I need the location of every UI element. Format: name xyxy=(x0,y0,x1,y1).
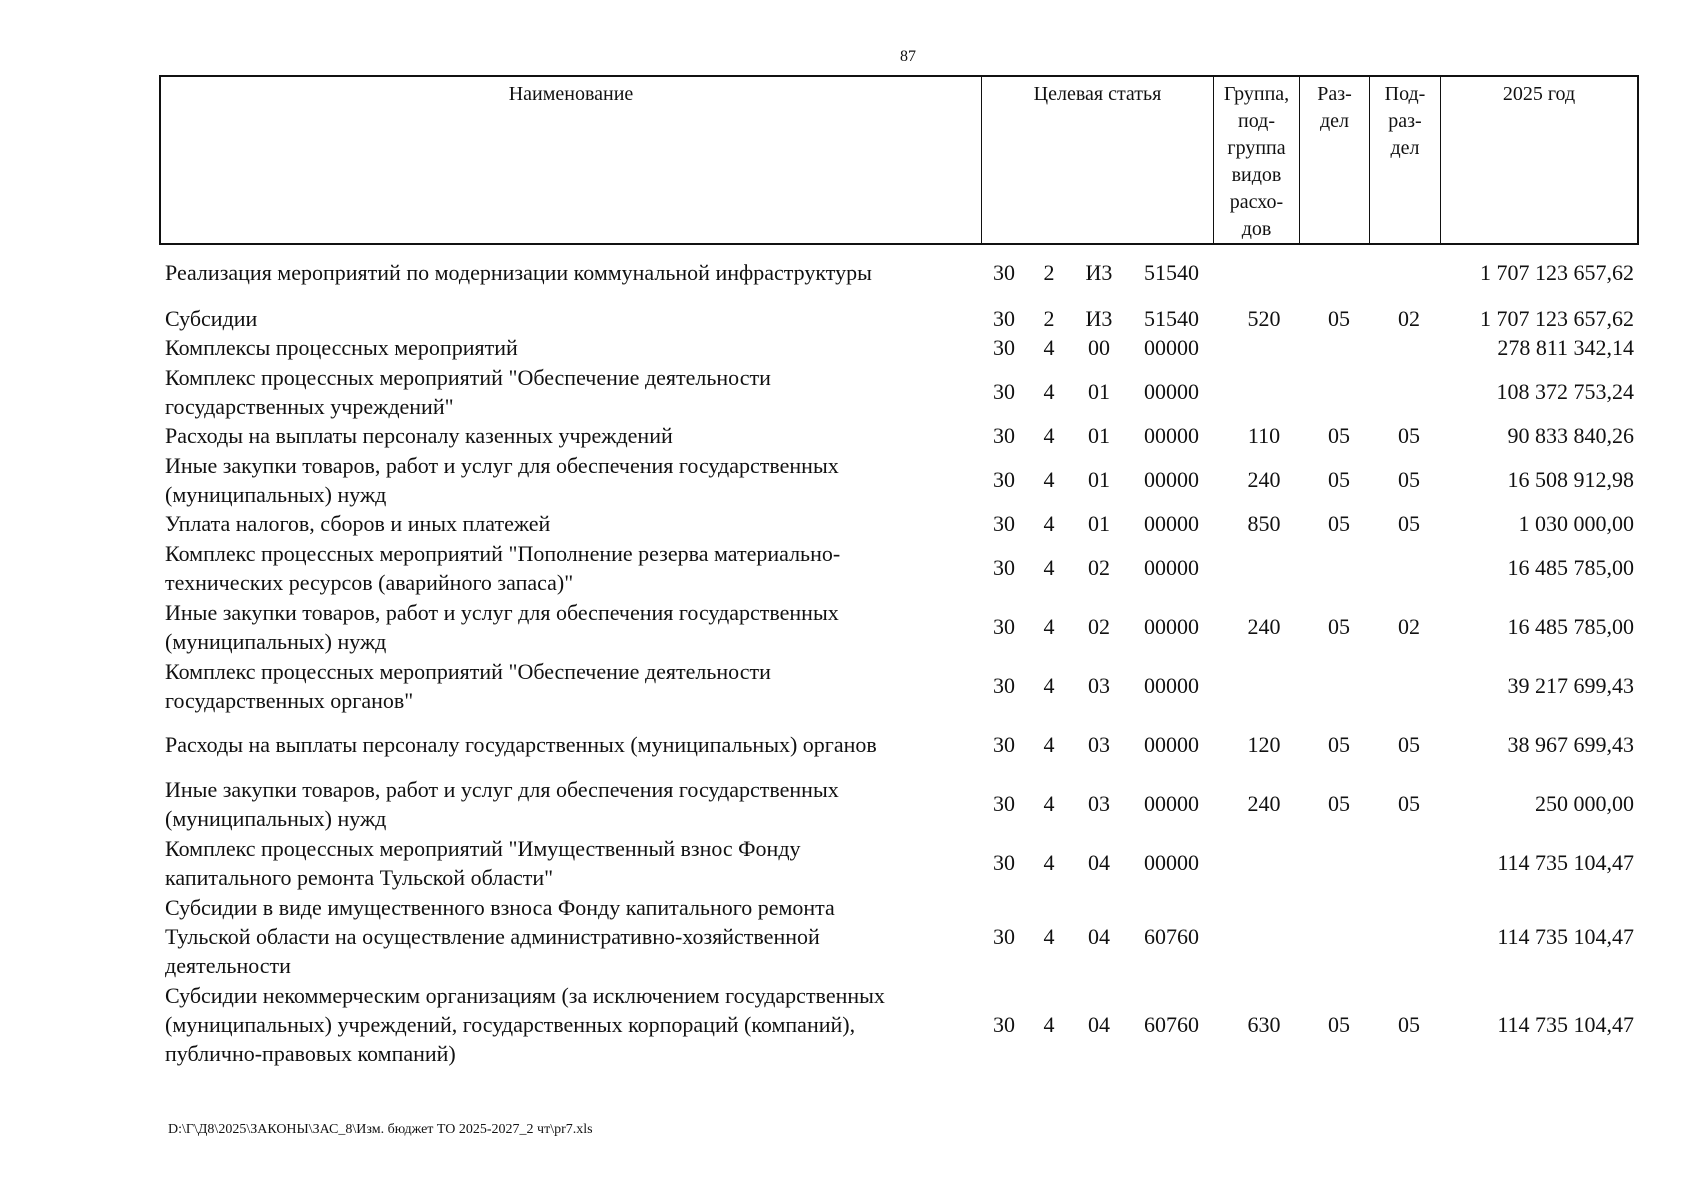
row-target-direction: 00000 xyxy=(1144,467,1199,492)
table-row xyxy=(159,255,1639,289)
row-target-subprogram: 03 xyxy=(1088,732,1110,757)
row-amount: 1 707 123 657,62 xyxy=(1480,306,1634,331)
row-expense-group: 630 xyxy=(1247,1011,1281,1037)
row-name: Расходы на выплаты персоналу казенных учреждений xyxy=(165,423,673,448)
table-row xyxy=(159,509,1639,538)
row-subsection: 05 xyxy=(1398,1011,1420,1037)
row-amount: 16 485 785,00 xyxy=(1507,555,1634,580)
row-expense-group xyxy=(1234,892,1294,980)
row-target-subprogram: 01 xyxy=(1088,511,1110,536)
row-section: 05 xyxy=(1328,791,1350,816)
row-expense-group: 850 xyxy=(1247,511,1281,536)
row-target-type: 4 xyxy=(1043,673,1055,698)
row-name: Комплекс процессных мероприятий "Обеспечение деятельности государственных органов" xyxy=(165,658,771,713)
row-target-type: 4 xyxy=(1043,555,1055,580)
header-subsection: Под- раз- дел xyxy=(1370,77,1441,243)
row-subsection xyxy=(1384,656,1434,715)
table-row xyxy=(159,597,1639,656)
row-target-direction: 51540 xyxy=(1144,306,1199,331)
table-row xyxy=(159,304,1639,333)
row-section xyxy=(1314,362,1364,421)
table-row xyxy=(159,538,1639,597)
row-section: 05 xyxy=(1328,1011,1350,1037)
row-target-program: 30 xyxy=(993,850,1015,875)
row-target-program: 30 xyxy=(993,1011,1015,1037)
row-target-subprogram: 01 xyxy=(1088,423,1110,448)
row-subsection: 02 xyxy=(1398,306,1420,331)
row-target-type: 4 xyxy=(1043,467,1055,492)
row-target-subprogram: И3 xyxy=(1085,259,1113,285)
row-target-direction: 60760 xyxy=(1144,923,1199,949)
table-row xyxy=(159,715,1639,774)
row-name: Уплата налогов, сборов и иных платежей xyxy=(165,511,551,536)
row-name: Комплексы процессных мероприятий xyxy=(165,335,518,360)
row-target-program: 30 xyxy=(993,923,1015,949)
row-subsection xyxy=(1384,333,1434,362)
row-section: 05 xyxy=(1328,306,1350,331)
row-target-program: 30 xyxy=(993,335,1015,360)
header-year: 2025 год xyxy=(1502,83,1576,105)
row-target-subprogram: 02 xyxy=(1088,555,1110,580)
row-expense-group: 240 xyxy=(1247,614,1281,639)
row-target-direction: 00000 xyxy=(1144,423,1199,448)
row-target-type: 4 xyxy=(1043,423,1055,448)
row-expense-group xyxy=(1234,362,1294,421)
row-target-program: 30 xyxy=(993,306,1015,331)
row-target-type: 4 xyxy=(1043,850,1055,875)
row-amount: 1 707 123 657,62 xyxy=(1480,259,1634,285)
row-amount: 278 811 342,14 xyxy=(1497,335,1634,360)
row-target-subprogram: 03 xyxy=(1088,791,1110,816)
row-subsection xyxy=(1384,538,1434,597)
row-target-direction: 00000 xyxy=(1144,335,1199,360)
row-name: Комплекс процессных мероприятий "Пополнение резерва материально- технических ресурсов (аварийного запаса)" xyxy=(165,540,841,595)
row-expense-group: 240 xyxy=(1247,467,1281,492)
row-section: 05 xyxy=(1328,511,1350,536)
row-target-type: 4 xyxy=(1043,335,1055,360)
row-subsection xyxy=(1384,255,1434,289)
row-expense-group xyxy=(1234,333,1294,362)
row-amount: 250 000,00 xyxy=(1535,791,1634,816)
row-section xyxy=(1314,538,1364,597)
row-target-subprogram: 01 xyxy=(1088,379,1110,404)
row-amount: 39 217 699,43 xyxy=(1507,673,1634,698)
row-name: Субсидии xyxy=(165,306,258,331)
row-target-type: 4 xyxy=(1043,379,1055,404)
table-row xyxy=(159,980,1639,1068)
row-subsection xyxy=(1384,892,1434,980)
table-header xyxy=(159,75,1639,245)
table-row xyxy=(159,833,1639,892)
row-target-subprogram: 04 xyxy=(1088,850,1110,875)
row-target-direction: 00000 xyxy=(1144,511,1199,536)
row-amount: 90 833 840,26 xyxy=(1507,423,1634,448)
row-name: Иные закупки товаров, работ и услуг для обеспечения государственных (муниципальных) нужд xyxy=(165,776,839,831)
row-name: Комплекс процессных мероприятий "Имущественный взнос Фонду капитального ремонта Тульской области" xyxy=(165,835,801,890)
row-subsection: 05 xyxy=(1398,423,1420,448)
row-expense-group xyxy=(1234,833,1294,892)
table-row xyxy=(159,892,1639,980)
row-target-subprogram: 00 xyxy=(1088,335,1110,360)
row-section xyxy=(1314,656,1364,715)
table-row xyxy=(159,333,1639,362)
row-target-direction: 51540 xyxy=(1144,259,1199,285)
row-target-type: 4 xyxy=(1043,1011,1055,1037)
row-target-program: 30 xyxy=(993,259,1015,285)
row-section: 05 xyxy=(1328,732,1350,757)
row-subsection: 05 xyxy=(1398,511,1420,536)
row-expense-group: 110 xyxy=(1247,423,1281,448)
row-target-program: 30 xyxy=(993,614,1015,639)
table-row xyxy=(159,362,1639,421)
row-name: Субсидии в виде имущественного взноса Фонду капитального ремонта Тульской области на осуществление административно-хозяйственной деятельности xyxy=(165,894,835,978)
row-target-program: 30 xyxy=(993,555,1015,580)
table-row xyxy=(159,774,1639,833)
row-section: 05 xyxy=(1328,467,1350,492)
row-amount: 38 967 699,43 xyxy=(1507,732,1634,757)
row-target-program: 30 xyxy=(993,379,1015,404)
table-row xyxy=(159,656,1639,715)
row-target-direction: 00000 xyxy=(1144,614,1199,639)
row-target-direction: 00000 xyxy=(1144,850,1199,875)
row-subsection: 05 xyxy=(1398,467,1420,492)
row-expense-group: 520 xyxy=(1247,306,1281,331)
row-target-type: 4 xyxy=(1043,732,1055,757)
row-amount: 16 508 912,98 xyxy=(1507,467,1634,492)
row-subsection xyxy=(1384,833,1434,892)
row-target-direction: 00000 xyxy=(1144,555,1199,580)
row-name: Субсидии некоммерческим организациям (за исключением государственных (муниципальных) учреждений, государственных корпораций (компаний), публично-правовых компаний) xyxy=(165,982,885,1066)
row-section: 05 xyxy=(1328,614,1350,639)
row-target-program: 30 xyxy=(993,791,1015,816)
row-target-direction: 00000 xyxy=(1144,379,1199,404)
row-subsection: 02 xyxy=(1398,614,1420,639)
header-section: Раз- дел xyxy=(1300,77,1370,243)
table-row xyxy=(159,421,1639,450)
row-amount: 108 372 753,24 xyxy=(1496,379,1634,404)
row-target-subprogram: 04 xyxy=(1088,1011,1110,1037)
row-target-type: 4 xyxy=(1043,511,1055,536)
row-section: 05 xyxy=(1328,423,1350,448)
file-path-footer: D:\Г\Д8\2025\ЗАКОНЫ\ЗАС_8\Изм. бюджет ТО 2025-2027_2 чт\pr7.xls xyxy=(168,1122,593,1137)
row-expense-group xyxy=(1234,255,1294,289)
row-target-subprogram: 04 xyxy=(1088,923,1110,949)
row-subsection: 05 xyxy=(1398,791,1420,816)
row-amount: 1 030 000,00 xyxy=(1518,511,1634,536)
row-amount: 114 735 104,47 xyxy=(1497,1011,1634,1037)
row-target-subprogram: И3 xyxy=(1085,306,1113,331)
row-target-direction: 00000 xyxy=(1144,673,1199,698)
row-amount: 114 735 104,47 xyxy=(1497,850,1634,875)
row-section xyxy=(1314,255,1364,289)
row-name: Иные закупки товаров, работ и услуг для обеспечения государственных (муниципальных) нужд xyxy=(165,599,839,654)
header-expense-group: Группа, под- группа видов расхо- дов xyxy=(1214,77,1300,243)
row-subsection: 05 xyxy=(1398,732,1420,757)
row-target-program: 30 xyxy=(993,673,1015,698)
row-target-program: 30 xyxy=(993,467,1015,492)
row-target-subprogram: 03 xyxy=(1088,673,1110,698)
row-target-subprogram: 02 xyxy=(1088,614,1110,639)
page-number: 87 xyxy=(900,48,916,65)
row-name: Комплекс процессных мероприятий "Обеспечение деятельности государственных учреждений" xyxy=(165,364,771,419)
row-target-direction: 60760 xyxy=(1144,1011,1199,1037)
header-name: Наименование xyxy=(161,77,982,243)
row-section xyxy=(1314,333,1364,362)
row-target-type: 4 xyxy=(1043,791,1055,816)
row-expense-group xyxy=(1234,656,1294,715)
row-amount: 16 485 785,00 xyxy=(1507,614,1634,639)
header-target-article: Целевая статья xyxy=(982,77,1214,243)
row-name: Реализация мероприятий по модернизации коммунальной инфраструктуры xyxy=(165,259,872,285)
row-amount: 114 735 104,47 xyxy=(1497,923,1634,949)
row-target-type: 4 xyxy=(1043,923,1055,949)
row-section xyxy=(1314,892,1364,980)
row-name: Иные закупки товаров, работ и услуг для обеспечения государственных (муниципальных) нужд xyxy=(165,452,839,507)
row-target-direction: 00000 xyxy=(1144,791,1199,816)
row-name: Расходы на выплаты персоналу государственных (муниципальных) органов xyxy=(165,732,877,757)
row-target-program: 30 xyxy=(993,511,1015,536)
row-target-program: 30 xyxy=(993,732,1015,757)
row-section xyxy=(1314,833,1364,892)
row-target-direction: 00000 xyxy=(1144,732,1199,757)
row-expense-group: 120 xyxy=(1247,732,1281,757)
row-subsection xyxy=(1384,362,1434,421)
row-target-type: 4 xyxy=(1043,614,1055,639)
row-target-type: 2 xyxy=(1043,306,1055,331)
row-expense-group xyxy=(1234,538,1294,597)
row-target-type: 2 xyxy=(1043,259,1055,285)
row-target-subprogram: 01 xyxy=(1088,467,1110,492)
table-row xyxy=(159,450,1639,509)
row-expense-group: 240 xyxy=(1247,791,1281,816)
row-target-program: 30 xyxy=(993,423,1015,448)
